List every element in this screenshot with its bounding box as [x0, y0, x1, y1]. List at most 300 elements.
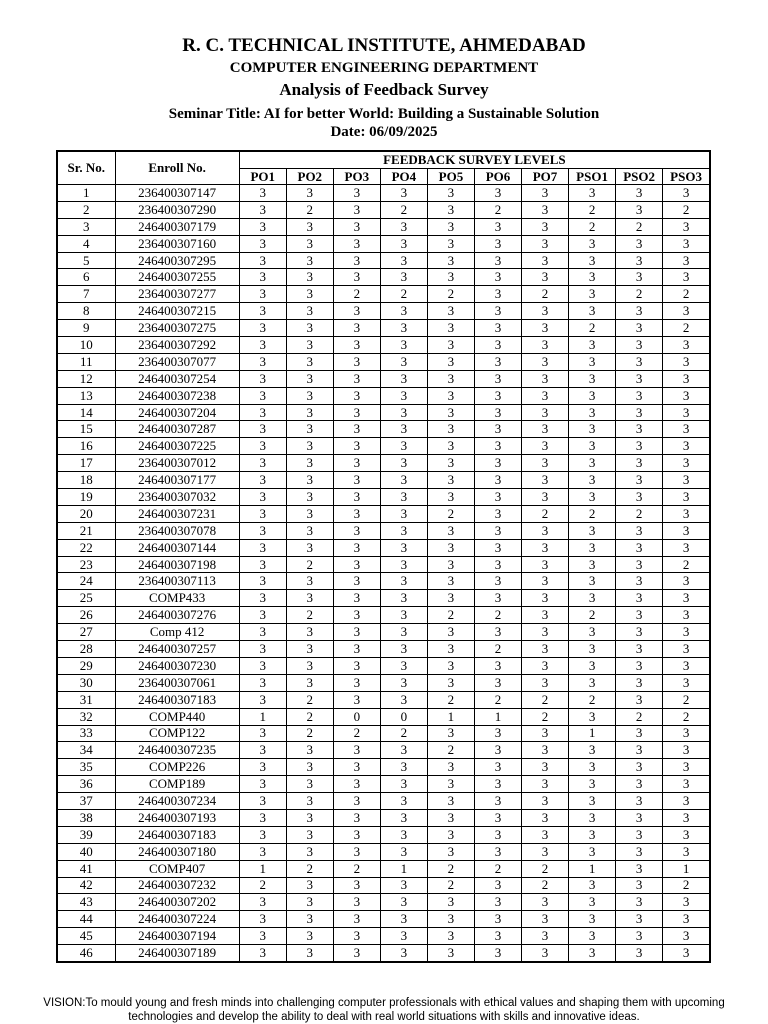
table-row — [57, 776, 710, 793]
score-cell: 3 — [663, 607, 710, 624]
sr-no-cell: 10 — [57, 337, 115, 354]
sr-no-cell: 14 — [57, 404, 115, 421]
score-cell: 3 — [522, 269, 569, 286]
score-cell: 3 — [286, 894, 333, 911]
score-cell: 3 — [286, 438, 333, 455]
sr-no-cell: 7 — [57, 286, 115, 303]
score-cell: 3 — [333, 691, 380, 708]
sr-no-cell: 3 — [57, 218, 115, 235]
score-cell: 3 — [333, 235, 380, 252]
sr-no-cell: 31 — [57, 691, 115, 708]
score-cell: 3 — [616, 235, 663, 252]
score-cell: 3 — [333, 657, 380, 674]
score-cell: 2 — [474, 691, 521, 708]
score-cell: 3 — [239, 185, 286, 202]
score-cell: 2 — [569, 505, 616, 522]
enroll-no-cell: 246400307225 — [115, 438, 239, 455]
table-row — [57, 337, 710, 354]
score-cell: 3 — [333, 387, 380, 404]
score-cell: 3 — [616, 370, 663, 387]
score-cell: 3 — [239, 894, 286, 911]
score-cell: 2 — [663, 286, 710, 303]
table-row — [57, 472, 710, 489]
score-cell: 3 — [663, 641, 710, 658]
score-cell: 3 — [569, 404, 616, 421]
score-cell: 3 — [474, 573, 521, 590]
score-cell: 3 — [522, 353, 569, 370]
score-cell: 3 — [522, 472, 569, 489]
score-cell: 3 — [380, 911, 427, 928]
score-cell: 2 — [522, 505, 569, 522]
score-cell: 3 — [286, 455, 333, 472]
sr-no-cell: 8 — [57, 303, 115, 320]
score-cell: 3 — [333, 809, 380, 826]
table-row — [57, 353, 710, 370]
score-cell: 3 — [663, 725, 710, 742]
enroll-no-cell: 246400307189 — [115, 945, 239, 962]
score-cell: 3 — [427, 303, 474, 320]
score-cell: 3 — [286, 252, 333, 269]
score-cell: 3 — [333, 303, 380, 320]
score-cell: 3 — [380, 522, 427, 539]
score-cell: 2 — [616, 218, 663, 235]
table-row — [57, 370, 710, 387]
score-cell: 3 — [522, 624, 569, 641]
score-cell: 3 — [427, 657, 474, 674]
score-cell: 3 — [286, 674, 333, 691]
score-cell: 3 — [239, 674, 286, 691]
level-header-pso1: PSO1 — [569, 169, 616, 185]
score-cell: 3 — [380, 641, 427, 658]
score-cell: 3 — [380, 387, 427, 404]
score-cell: 3 — [333, 573, 380, 590]
score-cell: 3 — [522, 438, 569, 455]
feedback-survey-table — [56, 150, 711, 963]
score-cell: 3 — [380, 353, 427, 370]
score-cell: 3 — [663, 505, 710, 522]
score-cell: 1 — [427, 708, 474, 725]
score-cell: 3 — [286, 624, 333, 641]
report-title: Analysis of Feedback Survey — [279, 80, 489, 99]
sr-no-cell: 38 — [57, 809, 115, 826]
score-cell: 3 — [427, 201, 474, 218]
score-cell: 3 — [616, 421, 663, 438]
enroll-no-cell: 236400307147 — [115, 185, 239, 202]
score-cell: 3 — [616, 387, 663, 404]
table-row — [57, 438, 710, 455]
score-cell: 3 — [239, 472, 286, 489]
sr-no-cell: 30 — [57, 674, 115, 691]
score-cell: 3 — [286, 945, 333, 962]
sr-no-cell: 27 — [57, 624, 115, 641]
score-cell: 3 — [522, 759, 569, 776]
sr-no-cell: 13 — [57, 387, 115, 404]
sr-no-cell: 39 — [57, 826, 115, 843]
score-cell: 3 — [239, 793, 286, 810]
score-cell: 3 — [616, 607, 663, 624]
table-row — [57, 556, 710, 573]
sr-no-cell: 9 — [57, 320, 115, 337]
table-row — [57, 860, 710, 877]
sr-no-cell: 40 — [57, 843, 115, 860]
score-cell: 3 — [380, 269, 427, 286]
score-cell: 3 — [663, 404, 710, 421]
score-cell: 3 — [427, 320, 474, 337]
score-cell: 3 — [474, 235, 521, 252]
score-cell: 3 — [663, 353, 710, 370]
score-cell: 3 — [569, 877, 616, 894]
score-cell: 3 — [522, 674, 569, 691]
score-cell: 2 — [239, 877, 286, 894]
score-cell: 3 — [427, 911, 474, 928]
enroll-no-cell: 246400307144 — [115, 539, 239, 556]
score-cell: 2 — [380, 725, 427, 742]
score-cell: 2 — [663, 556, 710, 573]
score-cell: 3 — [474, 404, 521, 421]
score-cell: 3 — [380, 489, 427, 506]
enroll-no-cell: 246400307287 — [115, 421, 239, 438]
table-row — [57, 320, 710, 337]
score-cell: 3 — [380, 776, 427, 793]
score-cell: 3 — [427, 556, 474, 573]
score-cell: 2 — [663, 691, 710, 708]
score-cell: 3 — [522, 201, 569, 218]
sr-no-cell: 43 — [57, 894, 115, 911]
score-cell: 3 — [522, 607, 569, 624]
score-cell: 3 — [286, 928, 333, 945]
score-cell: 3 — [569, 945, 616, 962]
score-cell: 3 — [663, 809, 710, 826]
score-cell: 2 — [474, 201, 521, 218]
table-row — [57, 607, 710, 624]
table-row — [57, 269, 710, 286]
score-cell: 3 — [427, 489, 474, 506]
score-cell: 2 — [380, 286, 427, 303]
score-cell: 3 — [427, 928, 474, 945]
score-cell: 3 — [427, 370, 474, 387]
score-cell: 3 — [380, 809, 427, 826]
table-row — [57, 809, 710, 826]
score-cell: 3 — [474, 843, 521, 860]
score-cell: 3 — [663, 843, 710, 860]
score-cell: 3 — [333, 404, 380, 421]
score-cell: 3 — [522, 843, 569, 860]
score-cell: 3 — [380, 320, 427, 337]
score-cell: 3 — [286, 337, 333, 354]
score-cell: 3 — [239, 404, 286, 421]
score-cell: 3 — [616, 860, 663, 877]
score-cell: 2 — [380, 201, 427, 218]
table-row — [57, 421, 710, 438]
score-cell: 3 — [663, 269, 710, 286]
score-cell: 3 — [616, 691, 663, 708]
score-cell: 3 — [522, 641, 569, 658]
sr-no-cell: 5 — [57, 252, 115, 269]
score-cell: 3 — [380, 894, 427, 911]
score-cell: 3 — [522, 573, 569, 590]
score-cell: 3 — [474, 742, 521, 759]
score-cell: 3 — [427, 776, 474, 793]
score-cell: 3 — [616, 320, 663, 337]
score-cell: 3 — [474, 928, 521, 945]
score-cell: 3 — [380, 742, 427, 759]
score-cell: 3 — [333, 624, 380, 641]
score-cell: 3 — [522, 404, 569, 421]
score-cell: 3 — [427, 590, 474, 607]
score-cell: 3 — [333, 793, 380, 810]
enroll-no-cell: 246400307177 — [115, 472, 239, 489]
score-cell: 3 — [333, 370, 380, 387]
score-cell: 3 — [663, 911, 710, 928]
score-cell: 2 — [286, 708, 333, 725]
sr-no-cell: 26 — [57, 607, 115, 624]
score-cell: 3 — [239, 421, 286, 438]
score-cell: 3 — [286, 505, 333, 522]
score-cell: 3 — [427, 522, 474, 539]
enroll-no-cell: 246400307257 — [115, 641, 239, 658]
score-cell: 3 — [663, 472, 710, 489]
score-cell: 3 — [474, 505, 521, 522]
enroll-no-cell: 246400307295 — [115, 252, 239, 269]
score-cell: 2 — [522, 708, 569, 725]
sr-no-cell: 42 — [57, 877, 115, 894]
score-cell: 3 — [663, 657, 710, 674]
score-cell: 2 — [333, 286, 380, 303]
score-cell: 3 — [239, 320, 286, 337]
enroll-no-cell: 246400307255 — [115, 269, 239, 286]
score-cell: 3 — [333, 877, 380, 894]
score-cell: 3 — [569, 337, 616, 354]
score-cell: 3 — [286, 387, 333, 404]
score-cell: 3 — [286, 657, 333, 674]
score-cell: 3 — [616, 843, 663, 860]
enroll-no-cell: 246400307254 — [115, 370, 239, 387]
score-cell: 3 — [569, 303, 616, 320]
score-cell: 3 — [286, 522, 333, 539]
enroll-no-cell: 246400307231 — [115, 505, 239, 522]
enroll-no-cell: Comp 412 — [115, 624, 239, 641]
score-cell: 3 — [616, 455, 663, 472]
enroll-no-cell: 246400307235 — [115, 742, 239, 759]
sr-no-cell: 29 — [57, 657, 115, 674]
score-cell: 3 — [522, 455, 569, 472]
sr-no-cell: 22 — [57, 539, 115, 556]
score-cell: 3 — [333, 185, 380, 202]
score-cell: 2 — [333, 860, 380, 877]
score-cell: 3 — [474, 218, 521, 235]
table-row — [57, 286, 710, 303]
table-row — [57, 928, 710, 945]
score-cell: 3 — [239, 218, 286, 235]
score-cell: 3 — [569, 455, 616, 472]
score-cell: 3 — [663, 218, 710, 235]
enroll-no-cell: 236400307012 — [115, 455, 239, 472]
table-row — [57, 201, 710, 218]
level-header-po7: PO7 — [522, 169, 569, 185]
sr-no-cell: 2 — [57, 201, 115, 218]
score-cell: 3 — [333, 911, 380, 928]
score-cell: 3 — [522, 826, 569, 843]
score-cell: 3 — [616, 624, 663, 641]
table-row — [57, 742, 710, 759]
score-cell: 3 — [239, 691, 286, 708]
score-cell: 3 — [569, 235, 616, 252]
level-header-po4: PO4 — [380, 169, 427, 185]
enroll-no-cell: 246400307202 — [115, 894, 239, 911]
enroll-no-cell: 246400307204 — [115, 404, 239, 421]
score-cell: 3 — [380, 370, 427, 387]
score-cell: 3 — [522, 911, 569, 928]
score-cell: 3 — [616, 353, 663, 370]
score-cell: 3 — [239, 843, 286, 860]
score-cell: 3 — [380, 404, 427, 421]
score-cell: 3 — [333, 945, 380, 962]
score-cell: 3 — [286, 793, 333, 810]
sr-no-cell: 34 — [57, 742, 115, 759]
score-cell: 3 — [239, 759, 286, 776]
score-cell: 3 — [474, 725, 521, 742]
score-cell: 3 — [286, 353, 333, 370]
score-cell: 3 — [663, 522, 710, 539]
score-cell: 3 — [522, 793, 569, 810]
score-cell: 3 — [239, 353, 286, 370]
score-cell: 3 — [333, 252, 380, 269]
score-cell: 2 — [286, 607, 333, 624]
score-cell: 3 — [569, 522, 616, 539]
enroll-no-cell: 246400307215 — [115, 303, 239, 320]
table-row — [57, 455, 710, 472]
level-header-pso2: PSO2 — [616, 169, 663, 185]
score-cell: 3 — [522, 522, 569, 539]
table-row — [57, 911, 710, 928]
score-cell: 3 — [333, 674, 380, 691]
score-cell: 3 — [522, 945, 569, 962]
table-row — [57, 657, 710, 674]
enroll-no-cell: 246400307183 — [115, 691, 239, 708]
score-cell: 3 — [474, 624, 521, 641]
score-cell: 3 — [616, 590, 663, 607]
score-cell: 3 — [427, 269, 474, 286]
table-row — [57, 387, 710, 404]
score-cell: 3 — [380, 472, 427, 489]
score-cell: 3 — [239, 809, 286, 826]
score-cell: 3 — [286, 269, 333, 286]
score-cell: 3 — [333, 489, 380, 506]
score-cell: 3 — [663, 928, 710, 945]
score-cell: 3 — [522, 421, 569, 438]
score-cell: 3 — [380, 657, 427, 674]
score-cell: 3 — [333, 505, 380, 522]
score-cell: 3 — [616, 759, 663, 776]
score-cell: 3 — [663, 185, 710, 202]
score-cell: 3 — [239, 607, 286, 624]
score-cell: 3 — [522, 320, 569, 337]
score-cell: 3 — [616, 472, 663, 489]
seminar-title: Seminar Title: AI for better World: Building a Sustainable Solution — [168, 106, 600, 122]
score-cell: 2 — [427, 742, 474, 759]
score-cell: 3 — [286, 185, 333, 202]
score-cell: 3 — [569, 911, 616, 928]
score-cell: 3 — [239, 590, 286, 607]
enroll-no-cell: 236400307032 — [115, 489, 239, 506]
score-cell: 3 — [333, 590, 380, 607]
score-cell: 1 — [569, 860, 616, 877]
sr-no-cell: 37 — [57, 793, 115, 810]
score-cell: 3 — [380, 218, 427, 235]
score-cell: 3 — [286, 370, 333, 387]
score-cell: 3 — [427, 809, 474, 826]
score-cell: 2 — [474, 641, 521, 658]
score-cell: 3 — [569, 793, 616, 810]
sr-no-cell: 4 — [57, 235, 115, 252]
score-cell: 3 — [239, 201, 286, 218]
score-cell: 3 — [616, 641, 663, 658]
score-cell: 3 — [569, 590, 616, 607]
score-cell: 3 — [522, 809, 569, 826]
score-cell: 3 — [474, 556, 521, 573]
score-cell: 2 — [569, 320, 616, 337]
score-cell: 3 — [663, 489, 710, 506]
enroll-no-cell: COMP440 — [115, 708, 239, 725]
level-header-po2: PO2 — [286, 169, 333, 185]
score-cell: 3 — [522, 218, 569, 235]
score-cell: 1 — [239, 860, 286, 877]
score-cell: 3 — [239, 505, 286, 522]
table-row — [57, 793, 710, 810]
score-cell: 3 — [333, 337, 380, 354]
score-cell: 3 — [380, 185, 427, 202]
sr-no-cell: 25 — [57, 590, 115, 607]
sr-no-cell: 12 — [57, 370, 115, 387]
score-cell: 3 — [569, 742, 616, 759]
score-cell: 3 — [286, 404, 333, 421]
score-cell: 3 — [239, 235, 286, 252]
table-row — [57, 404, 710, 421]
score-cell: 3 — [663, 945, 710, 962]
score-cell: 3 — [380, 607, 427, 624]
score-cell: 3 — [239, 657, 286, 674]
score-cell: 3 — [239, 252, 286, 269]
score-cell: 3 — [286, 641, 333, 658]
table-row — [57, 674, 710, 691]
score-cell: 3 — [522, 928, 569, 945]
score-cell: 3 — [569, 252, 616, 269]
score-cell: 3 — [380, 421, 427, 438]
score-cell: 3 — [427, 472, 474, 489]
sr-no-header: Sr. No. — [57, 151, 115, 185]
score-cell: 3 — [522, 489, 569, 506]
table-row — [57, 489, 710, 506]
score-cell: 3 — [286, 809, 333, 826]
score-cell: 3 — [239, 624, 286, 641]
score-cell: 3 — [286, 421, 333, 438]
sr-no-cell: 23 — [57, 556, 115, 573]
score-cell: 3 — [569, 353, 616, 370]
score-cell: 2 — [427, 607, 474, 624]
score-cell: 3 — [663, 387, 710, 404]
score-cell: 3 — [616, 674, 663, 691]
vision-statement: VISION:To mould young and fresh minds into challenging computer professionals with ethical values and shaping them with upcoming technologies and develop the ability to deal with real world situations with skills and innovative ideas. — [43, 997, 725, 1023]
table-row — [57, 505, 710, 522]
score-cell: 3 — [569, 438, 616, 455]
score-cell: 3 — [569, 759, 616, 776]
score-cell: 3 — [427, 438, 474, 455]
score-cell: 3 — [663, 337, 710, 354]
enroll-no-header: Enroll No. — [115, 151, 239, 185]
score-cell: 3 — [427, 404, 474, 421]
score-cell: 3 — [333, 201, 380, 218]
score-cell: 3 — [427, 185, 474, 202]
